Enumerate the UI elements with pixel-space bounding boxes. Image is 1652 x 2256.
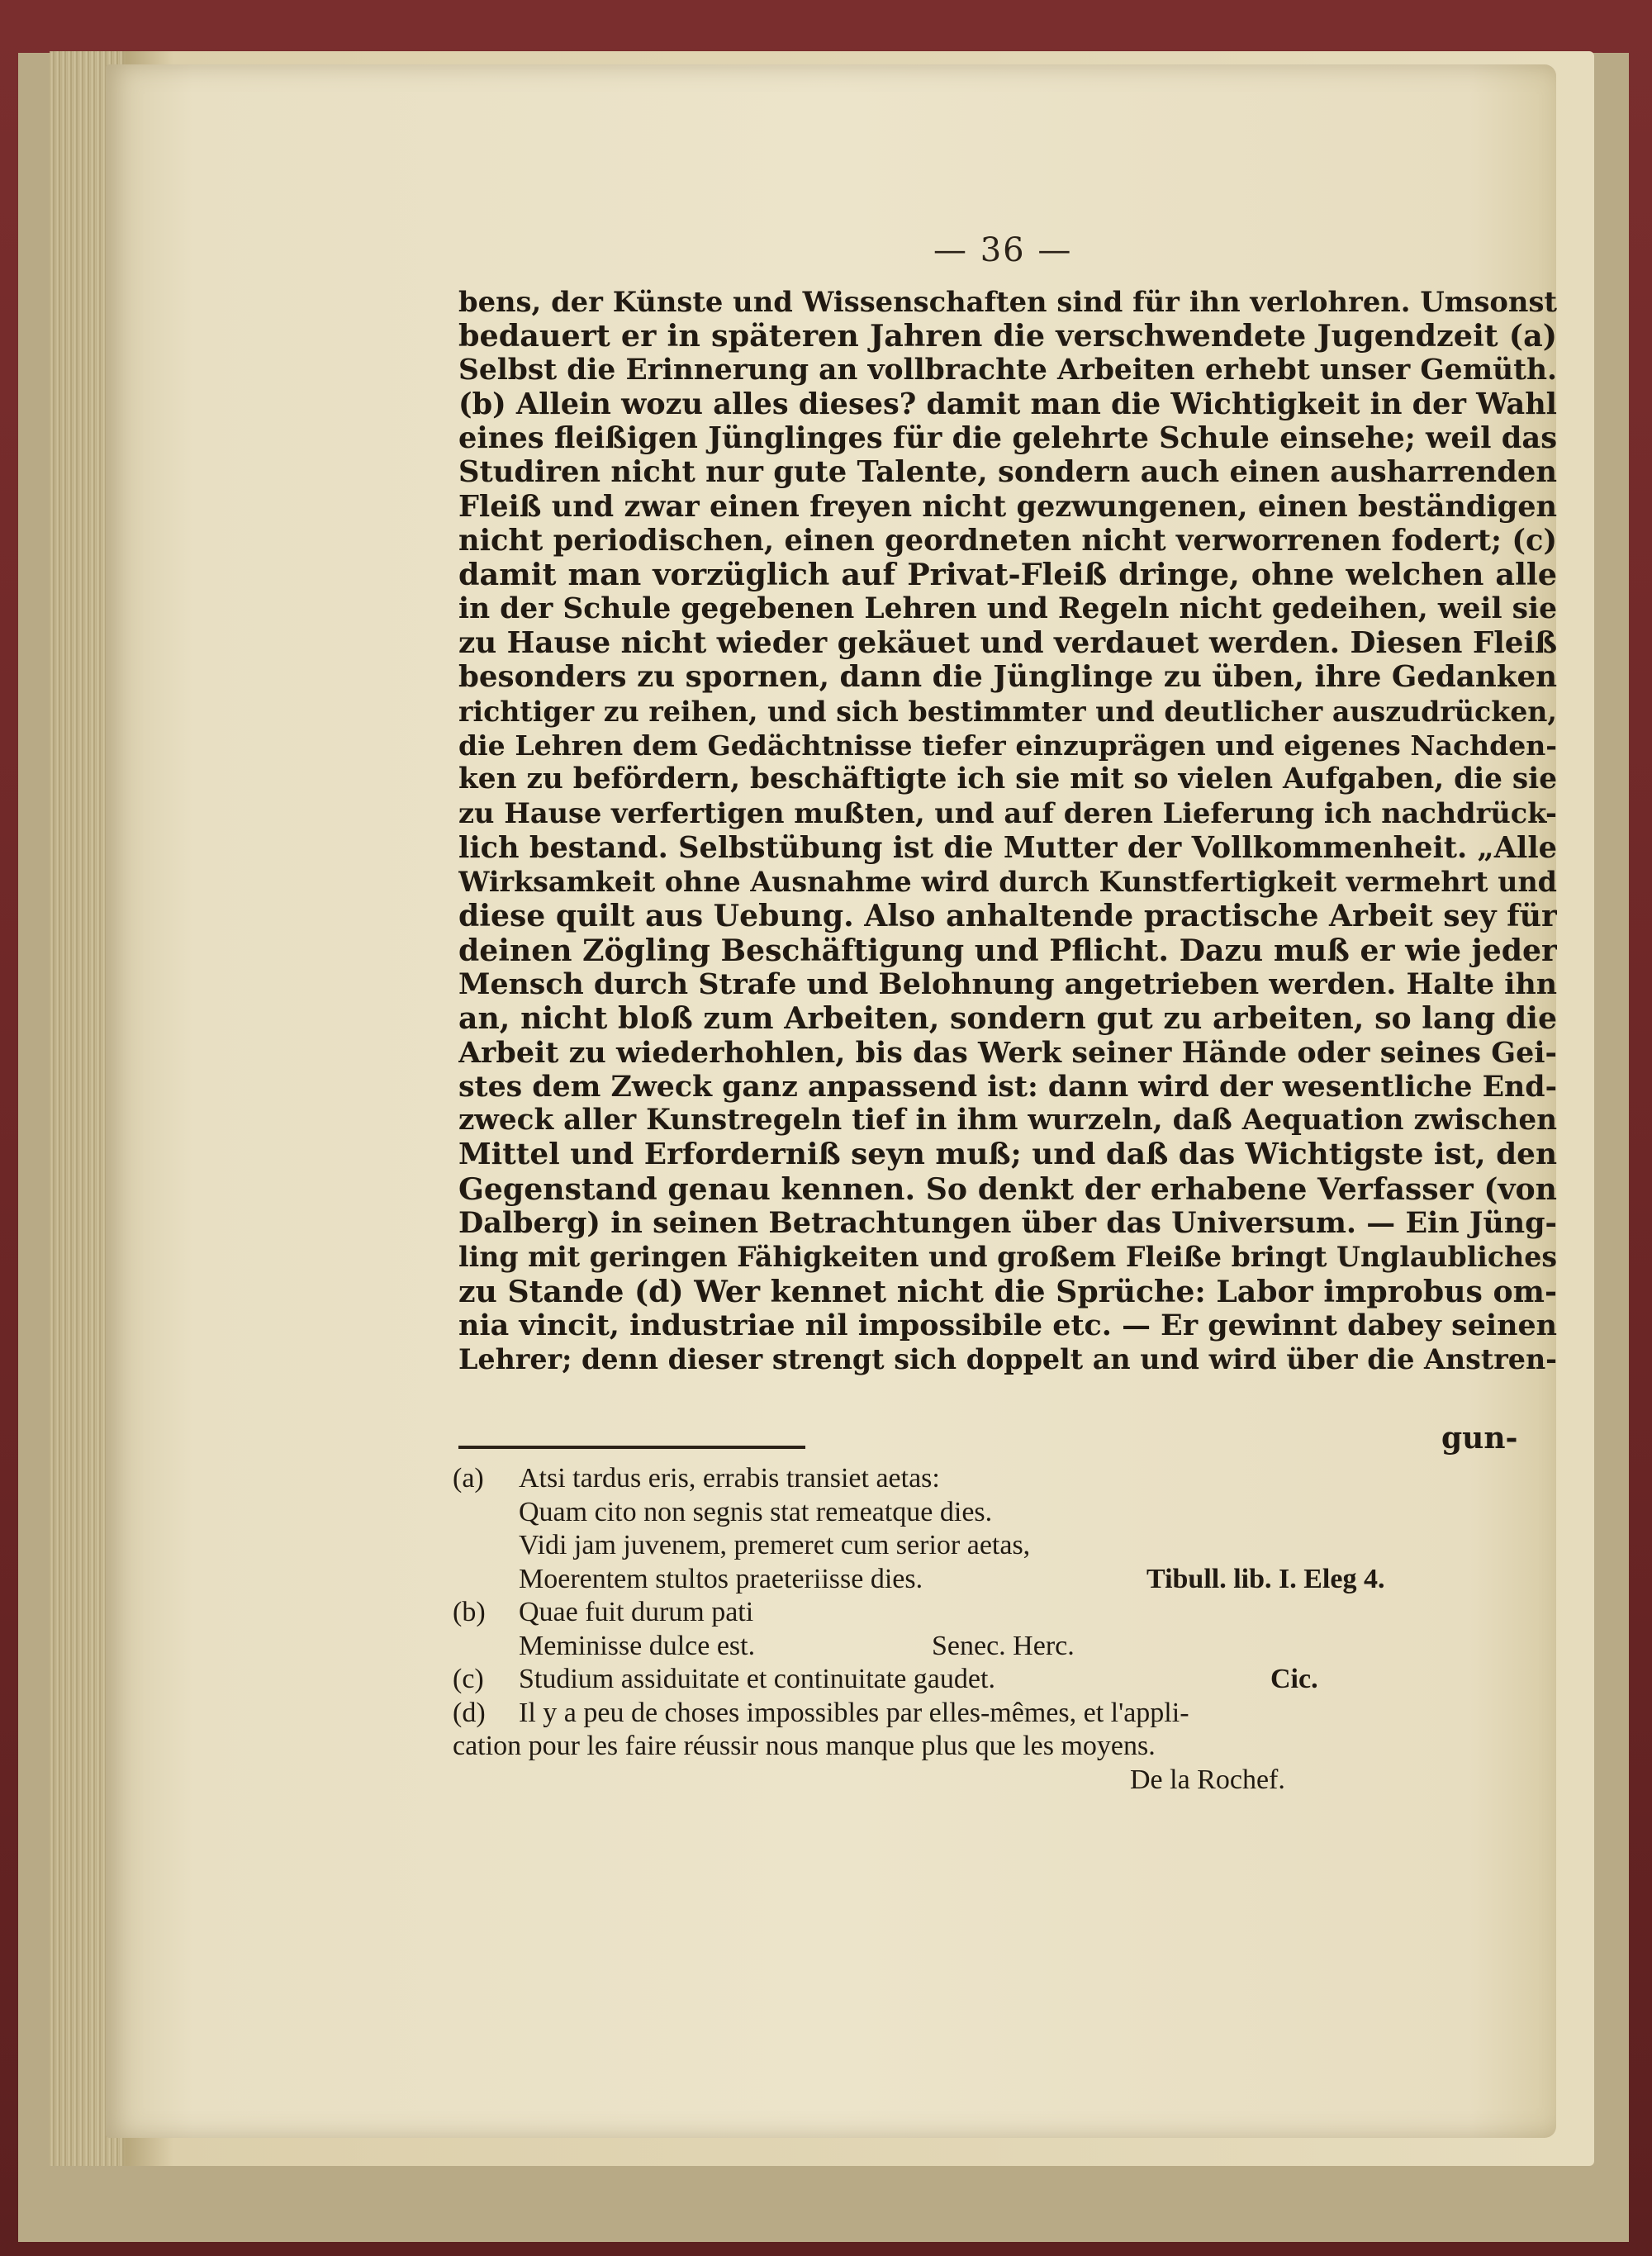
text-line: deinen Zögling Beschäftigung und Pflicht. Dazu muß er wie jeder bbox=[458, 933, 1557, 967]
text-line: bedauert er in späteren Jahren die verschwendete Jugendzeit (a) bbox=[458, 319, 1557, 354]
footnote-line bbox=[453, 1697, 1559, 1731]
catchword: gun- bbox=[1441, 1421, 1518, 1456]
footnote-text: cation pour les faire réussir nous manque plus que les moyens. bbox=[453, 1731, 1156, 1761]
footnote-line bbox=[453, 1630, 1559, 1664]
footnote-line bbox=[453, 1563, 1559, 1597]
text-line: Wirksamkeit ohne Ausnahme wird durch Kunstfertigkeit vermehrt und bbox=[458, 866, 1557, 899]
footnote-text: Moerentem stultos praeteriisse dies. bbox=[519, 1563, 923, 1594]
footnote-line bbox=[453, 1663, 1559, 1697]
footnotes bbox=[453, 1462, 1559, 1797]
text-line: an, nicht bloß zum Arbeiten, sondern gut zu arbeiten, so lang die bbox=[458, 1001, 1557, 1036]
text-line: Dalberg) in seinen Betrachtungen über das Universum. — Ein Jüng- bbox=[458, 1206, 1557, 1241]
text-line: zu Hause verfertigen mußten, und auf deren Lieferung ich nachdrück- bbox=[458, 796, 1557, 830]
text-line: ken zu befördern, beschäftigte ich sie mit so vielen Aufgaben, die sie bbox=[458, 762, 1557, 796]
text-line: besonders zu spornen, dann die Jünglinge zu üben, ihre Gedanken bbox=[458, 660, 1557, 695]
text-line: in der Schule gegebenen Lehren und Regeln nicht gedeihen, weil sie bbox=[458, 591, 1557, 625]
text-line: stes dem Zweck ganz anpassend ist: dann wird der wesentliche End- bbox=[458, 1069, 1557, 1104]
footnote-text: Quae fuit durum pati bbox=[519, 1597, 754, 1627]
footnote-text: Meminisse dulce est. bbox=[519, 1630, 756, 1661]
text-line: lich bestand. Selbstübung ist die Mutter der Vollkommenheit. „Alle bbox=[458, 830, 1557, 865]
footnote-text: Studium assiduitate et continuitate gaudet. bbox=[519, 1664, 995, 1694]
text-line: zu Hause nicht wieder gekäuet und verdauet werden. Diesen Fleiß bbox=[458, 625, 1557, 660]
footnote-line bbox=[453, 1462, 1559, 1496]
text-line: Fleiß und zwar einen freyen nicht gezwungenen, einen beständigen bbox=[458, 489, 1557, 524]
footnote-mark: (b) bbox=[453, 1597, 486, 1627]
footnote-source: De la Rochef. bbox=[1130, 1764, 1285, 1795]
footnote-line bbox=[453, 1596, 1559, 1630]
text-line: diese quilt aus Uebung. Also anhaltende practische Arbeit sey für bbox=[458, 899, 1557, 933]
text-line: zweck aller Kunstregeln tief in ihm wurzeln, daß Aequation zwischen bbox=[458, 1104, 1557, 1137]
footnote-mark: (c) bbox=[453, 1664, 484, 1694]
text-line: Studiren nicht nur gute Talente, sondern auch einen ausharrenden bbox=[458, 455, 1557, 490]
text-line: Mensch durch Strafe und Belohnung angetrieben werden. Halte ihn bbox=[458, 967, 1557, 1001]
footnote-mark: (a) bbox=[453, 1463, 484, 1494]
text-line: nia vincit, industriae nil impossibile etc. — Er gewinnt dabey seinen bbox=[458, 1308, 1557, 1342]
body-text bbox=[458, 285, 1557, 1377]
text-line: Lehrer; denn dieser strengt sich doppelt an und wird über die Anstren- bbox=[458, 1343, 1557, 1376]
text-line: Arbeit zu wiederhohlen, bis das Werk seiner Hände oder seines Gei- bbox=[458, 1035, 1557, 1070]
footnote-source: Senec. Herc. bbox=[932, 1630, 1075, 1661]
footnote-line bbox=[453, 1764, 1559, 1798]
footnote-text: Quam cito non segnis stat remeatque dies. bbox=[519, 1496, 993, 1527]
text-line: eines fleißigen Jünglinges für die gelehrte Schule einsehe; weil das bbox=[458, 421, 1557, 456]
text-line: ling mit geringen Fähigkeiten und großem Fleiße bringt Unglaubliches bbox=[458, 1241, 1557, 1274]
footnote-mark: (d) bbox=[453, 1697, 486, 1728]
footnote-text: Atsi tardus eris, errabis transiet aetas: bbox=[519, 1463, 940, 1494]
footnote-text: Il y a peu de choses impossibles par elles-mêmes, et l'appli- bbox=[519, 1697, 1189, 1728]
text-line: nicht periodischen, einen geordneten nicht verworrenen fodert; (c) bbox=[458, 524, 1557, 558]
text-line: Mittel und Erforderniß seyn muß; und daß das Wichtigste ist, den bbox=[458, 1137, 1557, 1172]
text-line: Gegenstand genau kennen. So denkt der erhabene Verfasser (von bbox=[458, 1171, 1557, 1207]
footnote-line bbox=[453, 1529, 1559, 1563]
text-line: Selbst die Erinnerung an vollbrachte Arbeiten erhebt unser Gemüth. bbox=[458, 353, 1557, 387]
text-line: richtiger zu reihen, und sich bestimmter und deutlicher auszudrücken, bbox=[458, 695, 1557, 728]
footnote-line bbox=[453, 1496, 1559, 1530]
page-number: — 36 — bbox=[933, 231, 1073, 269]
text-line: (b) Allein wozu alles dieses? damit man die Wichtigkeit in der Wahl bbox=[458, 387, 1557, 421]
text-line: die Lehren dem Gedächtnisse tiefer einzuprägen und eigenes Nachden- bbox=[458, 729, 1557, 762]
text-line: bens, der Künste und Wissenschaften sind für ihn verlohren. Umsonst bbox=[458, 285, 1557, 318]
text-line: damit man vorzüglich auf Privat-Fleiß dringe, ohne welchen alle bbox=[458, 558, 1557, 592]
footnote-text: Vidi jam juvenem, premeret cum serior aetas, bbox=[519, 1530, 1031, 1560]
footnote-source: Tibull. lib. I. Eleg 4. bbox=[1146, 1563, 1385, 1594]
footnote-line bbox=[453, 1730, 1559, 1764]
footnote-source: Cic. bbox=[1270, 1664, 1318, 1694]
text-line: zu Stande (d) Wer kennet nicht die Sprüche: Labor improbus om- bbox=[458, 1274, 1557, 1308]
footnote-rule bbox=[458, 1446, 805, 1449]
